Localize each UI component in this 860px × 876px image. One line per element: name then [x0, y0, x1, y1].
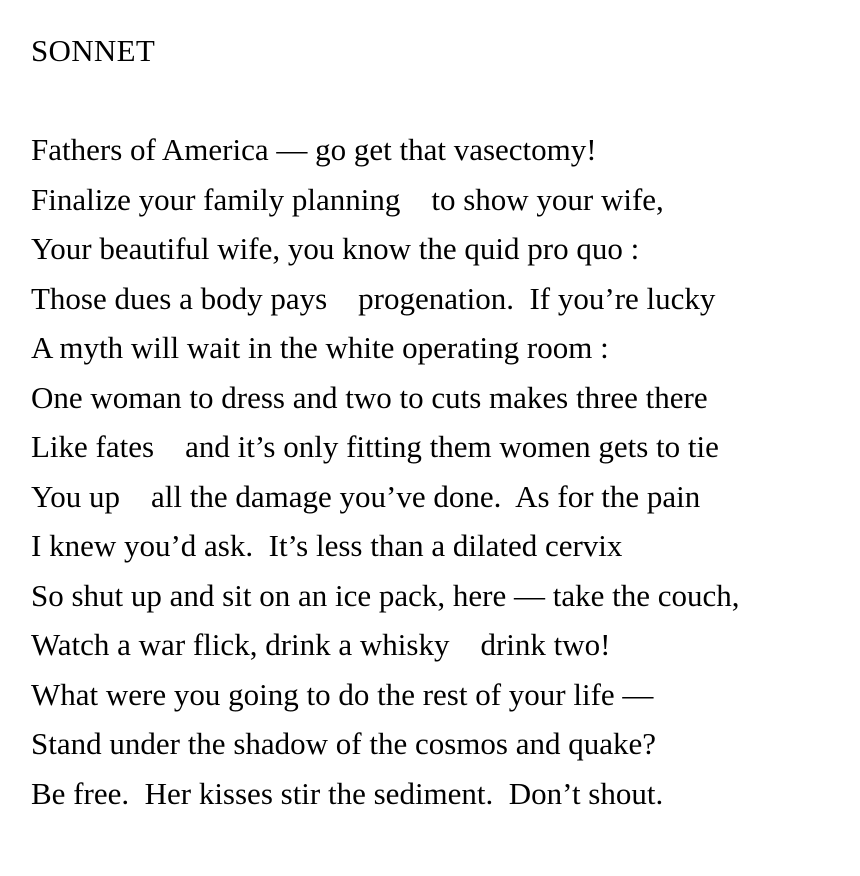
poem-line: So shut up and sit on an ice pack, here — take the couch, [31, 577, 740, 613]
poem-line: Stand under the shadow of the cosmos and quake? [31, 726, 657, 761]
poem-line: What were you going to do the rest of your life — [31, 676, 654, 712]
poem-line: One woman to dress and two to cuts makes three there [31, 379, 708, 415]
poem-line: Watch a war flick, drink a whisky drink two! [31, 627, 611, 662]
poem-line: Your beautiful wife, you know the quid pro quo : [31, 231, 640, 266]
poem-line: Like fates and it’s only fitting them women gets to tie [31, 429, 719, 464]
poem-line: Fathers of America — go get that vasectomy! [31, 132, 597, 167]
poem-body [31, 130, 860, 823]
poem-line: You up all the damage you’ve done. As for the pain [31, 478, 701, 514]
poem-line: I knew you’d ask. It’s less than a dilated cervix [31, 528, 623, 563]
poem-line: Those dues a body pays progenation. If you’re lucky [31, 280, 716, 316]
poem-line: Finalize your family planning to show your wife, [31, 181, 664, 217]
poem-line: Be free. Her kisses stir the sediment. Don’t shout. [31, 775, 664, 811]
poem-line: A myth will wait in the white operating room : [31, 330, 609, 365]
poem-title: SONNET [31, 33, 156, 68]
